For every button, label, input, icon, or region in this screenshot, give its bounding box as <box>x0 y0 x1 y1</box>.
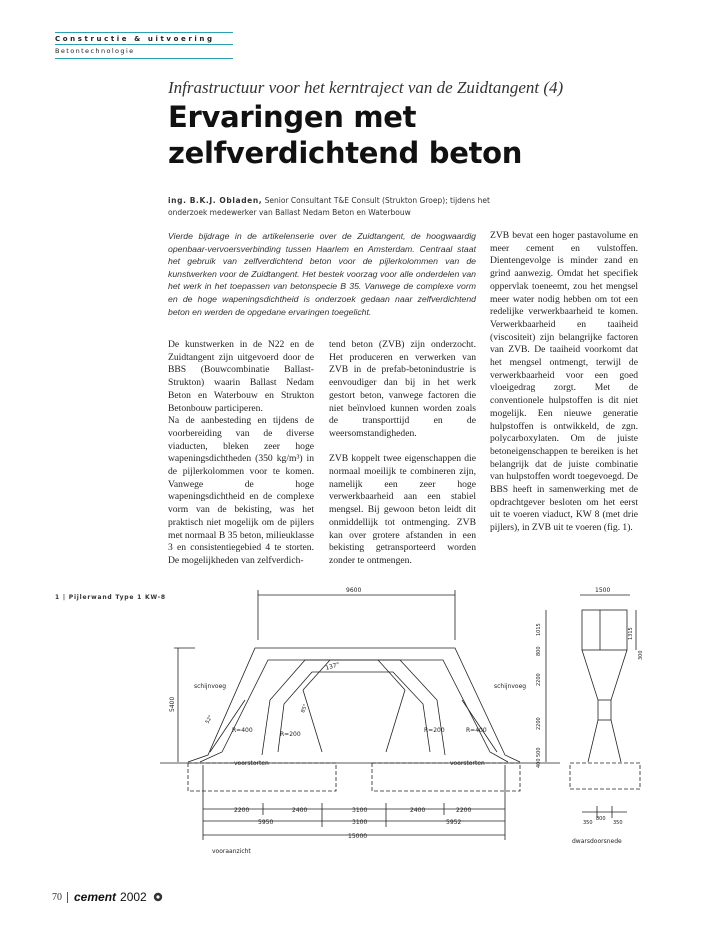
side-1015: 1015 <box>536 623 542 636</box>
author-name: ing. B.K.J. Obladen, <box>168 196 263 205</box>
side-400: 400 <box>536 758 542 768</box>
dim-2400-a: 2400 <box>292 807 308 814</box>
series-title: Infrastructuur voor het kerntraject van de Zuidtangent (4) <box>168 78 564 97</box>
col2-paragraph-1: tend beton (ZVB) zijn onderzocht. Het produceren en verwerken van ZVB in de prefab-betonindustrie is eenvoudiger dan bij in het werk gestort beton, vanwege factoren die niet beïnvloed kunnen worden zoals de transporttijd en de weersomstandigheden. <box>329 339 476 439</box>
side-2200-b: 2200 <box>536 717 542 730</box>
dim-top: 9600 <box>346 587 362 594</box>
dim-15000: 15000 <box>348 833 368 840</box>
side-800: 800 <box>536 646 542 656</box>
column-1 <box>168 339 314 568</box>
dim-5950: 5950 <box>258 819 274 826</box>
section-header: Constructie & uitvoering <box>55 32 233 43</box>
side-300: 300 <box>638 650 644 660</box>
col1-paragraph-1: De kunstwerken in de N22 en de Zuidtangent zijn uitgevoerd door de BBS (Bouwcombinatie Ballast-Strukton) waarin Ballast Nedam Beton en Waterbouw en Strukton Betonbouw participeren. <box>168 339 314 414</box>
label-voorstorten-left: voorstorten <box>234 760 269 767</box>
label-schijnvoeg-right: schijnvoeg <box>494 683 527 690</box>
title-line-2: zelfverdichtend beton <box>168 136 523 170</box>
page-number: 70 <box>52 892 68 903</box>
label-r200-left: R=200 <box>280 731 301 738</box>
intro-paragraph: Vierde bijdrage in de artikelenserie over de Zuidtangent, de hoogwaardig openbaar-vervoersverbinding tussen Haarlem en Amsterdam. Centraal staat het gebruik van zelfverdichtend beton voor de pijlerkolommen van de kunstwerken voor de Zuidtangent. Het bestek voorzag voor alle onderdelen van het werk in het toepassen van betonspecie B 35. Vanwege de complexe vorm en de hoge wapeningsdichtheid is onderzoek gedaan naar zelfverdichtend beton en werden de opgedane ervaringen toegelicht. <box>168 231 476 317</box>
label-52: 52° <box>204 714 215 725</box>
label-137: 137° <box>324 661 341 672</box>
bottom-350-a: 350 <box>583 820 593 826</box>
col2-paragraph-2: ZVB koppelt twee eigenschappen die normaal moeilijk te combineren zijn, namelijk een zeer hoge verwerkbaarheid aan een stabiel mengsel. Bij gewoon beton leidt dit onmiddellijk tot ontmenging. ZVB kan over grotere afstanden in een bekisting getransporteerd worden zonder te ontmengen. <box>329 453 476 566</box>
label-85: 85° <box>300 703 309 714</box>
dim-3100: 3100 <box>352 819 368 826</box>
figure-caption: 1 | Pijlerwand Type 1 KW-8 <box>55 594 166 601</box>
col3-paragraph-1: ZVB bevat een hoger pastavolume en meer cement en vulstoffen. Dientengevolge is minder zand en grind aanwezig. Omdat het specifiek oppervlak toeneemt, zou het mengsel meer water nodig hebben om tot een redelijke verwerkbaarheid te komen. Verwerkbaarheid en taaiheid (viscositeit) zijn belangrijke factoren van ZVB. De taaiheid voorkomt dat het mengsel ontmengt, terwijl de verwerkbaarheid voor een goed vloeigedrag zorgt. Met de conventionele hulpstoffen is dit niet mogelijk. Een nieuwe generatie hulpstoffen is ontwikkeld, de zgn. polycarboxylaten. Om de juiste betoneigenschappen te bereiken is het belangrijk dat de juiste combinatie van hulpstoffen wordt toegevoegd. De BBS heeft in samenwerking met de opdrachtgever besloten om het eerst uit te voeren viaduct, KW 8 (met drie pijlers), in ZVB uit te voeren (fig. 1). <box>490 230 638 534</box>
title-line-1: Ervaringen met <box>168 100 417 134</box>
label-dwarsdoorsnede: dwarsdoorsnede <box>572 838 622 845</box>
column-2 <box>329 339 476 568</box>
label-r400-left: R=400 <box>232 727 253 734</box>
side-500: 500 <box>536 747 542 757</box>
author-description: Senior Consultant T&E Consult (Strukton Groep); tijdens het onderzoek medewerker van Ballast Nedam Beton en Waterbouw <box>168 196 490 217</box>
column-3 <box>490 230 638 535</box>
bottom-800: 800 <box>596 816 606 822</box>
side-1315: 1315 <box>628 627 634 640</box>
magazine-name: cement <box>74 890 117 904</box>
label-voorstorten-right: voorstorten <box>450 760 485 767</box>
technical-drawing <box>150 582 650 862</box>
bottom-350-b: 350 <box>613 820 623 826</box>
page-footer <box>52 886 163 908</box>
label-r400-right: R=400 <box>466 727 487 734</box>
dim-2200-b: 2200 <box>456 807 472 814</box>
label-vooraanzicht: vooraanzicht <box>212 848 251 855</box>
dim-2200-a: 2200 <box>234 807 250 814</box>
dim-top-right: 1500 <box>595 587 611 594</box>
label-schijnvoeg-left: schijnvoeg <box>194 683 227 690</box>
label-r200-right: R=200 <box>424 727 445 734</box>
subsection-header: Betontechnologie <box>55 44 233 59</box>
magazine-logo-icon <box>153 892 163 902</box>
col1-paragraph-2: Na de aanbesteding en tijdens de voorbereiding van de diverse viaducten, bleken zeer hoge wapeningsdichtheden (350 kg/m³) in de pijlerkolommen voor te komen. Vanwege de hoge wapeningsdichtheid en de complexe vorm van de bekisting, was het praktisch niet mogelijk om de pijlers met normaal B 35 beton, milieuklasse 3 en consistentiegebied 4 te storten. De mogelijkheden van zelfverdich- <box>168 415 314 566</box>
dim-2400-b: 2400 <box>410 807 426 814</box>
magazine-year: 2002 <box>120 890 147 904</box>
dim-height: 5400 <box>169 696 176 712</box>
dim-5952: 5952 <box>446 819 462 826</box>
side-2200-a: 2200 <box>536 673 542 686</box>
author-byline <box>168 195 508 219</box>
dim-3100-b: 3100 <box>352 807 368 814</box>
article-title <box>168 99 522 171</box>
